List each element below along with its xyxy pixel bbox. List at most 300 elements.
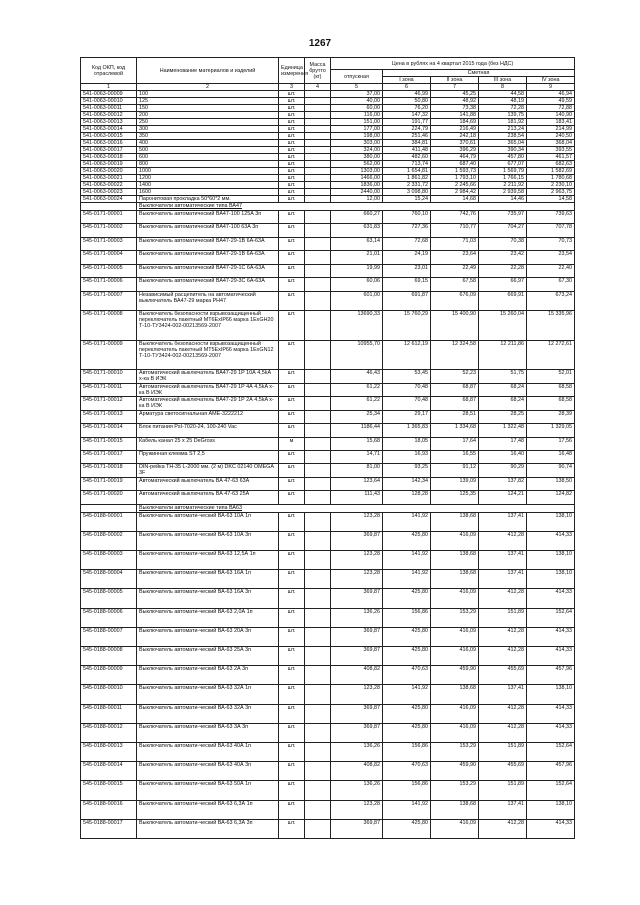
cell-name: 125 bbox=[137, 98, 279, 105]
cell-name: Выключатель автомати-ческий ВА-63 32А 3п bbox=[137, 704, 279, 723]
cell-zone-1: 425,80 bbox=[383, 723, 431, 742]
cell-zone-1: 141,92 bbox=[383, 512, 431, 531]
cell-zone-2: 742,76 bbox=[431, 211, 479, 224]
table-row bbox=[81, 168, 575, 175]
cell-release-price: 408,82 bbox=[331, 762, 383, 781]
cell-name: 1200 bbox=[137, 175, 279, 182]
table-row bbox=[81, 437, 575, 450]
cell-mass bbox=[305, 140, 331, 147]
cell-zone-2: 125,35 bbox=[431, 491, 479, 504]
cell-release-price: 369,87 bbox=[331, 531, 383, 550]
cell-mass bbox=[305, 147, 331, 154]
cell-zone-3: 17,48 bbox=[479, 437, 527, 450]
cell-zone-3: 15 260,04 bbox=[479, 310, 527, 340]
cell-zone-2: 138,68 bbox=[431, 800, 479, 819]
cell-zone-3: 137,41 bbox=[479, 551, 527, 570]
header-release-price: отпускная bbox=[331, 70, 383, 84]
cell-mass bbox=[305, 477, 331, 490]
cell-zone-4: 1 582,69 bbox=[527, 168, 575, 175]
cell-zone-4: 2 230,10 bbox=[527, 182, 575, 189]
cell-name: Блок питания PsI-7020-24, 100-240 Vac bbox=[137, 424, 279, 437]
cell-zone-2: 242,18 bbox=[431, 133, 479, 140]
cell-release-price: 1836,00 bbox=[331, 182, 383, 189]
table-body bbox=[81, 91, 575, 839]
cell-name: 350 bbox=[137, 133, 279, 140]
table-row bbox=[81, 383, 575, 396]
cell-code: 545-0171-00003 bbox=[81, 237, 137, 250]
table-row bbox=[81, 182, 575, 189]
cell-zone-1: 93,25 bbox=[383, 464, 431, 477]
cell-zone-1: 46,99 bbox=[383, 91, 431, 98]
cell-name: Выключатель автомати-ческий ВА-63 12,5А 1п bbox=[137, 551, 279, 570]
cell-name: Автоматический выключатель ВА47-29 1Р 2А 4,5kA х-ка В ИЭК bbox=[137, 397, 279, 410]
table-row bbox=[81, 800, 575, 819]
cell-zone-1: 727,36 bbox=[383, 224, 431, 237]
price-table bbox=[80, 57, 575, 839]
cell-mass bbox=[305, 237, 331, 250]
cell-mass bbox=[305, 310, 331, 340]
cell-zone-1: 425,80 bbox=[383, 819, 431, 838]
cell-code: 545-0188-00005 bbox=[81, 589, 137, 608]
cell-zone-2: 48,92 bbox=[431, 98, 479, 105]
cell-mass bbox=[305, 666, 331, 685]
cell-zone-4: 457,96 bbox=[527, 666, 575, 685]
cell-name: Выключатель автомати-ческий ВА-63 40А 3п bbox=[137, 762, 279, 781]
cell-zone-3: 238,54 bbox=[479, 133, 527, 140]
cell-release-price: 136,26 bbox=[331, 742, 383, 761]
cell-release-price: 324,00 bbox=[331, 147, 383, 154]
cell-code: 545-0188-00008 bbox=[81, 647, 137, 666]
cell-unit: шт. bbox=[279, 182, 305, 189]
cell-zone-3: 68,24 bbox=[479, 397, 527, 410]
cell-code: 541-0063-00019 bbox=[81, 161, 137, 168]
cell-name: Выключатель автомати-ческий ВА-63 16А 1п bbox=[137, 570, 279, 589]
cell-unit: шт. bbox=[279, 477, 305, 490]
cell-zone-3: 137,82 bbox=[479, 477, 527, 490]
cell-name: Выключатель безопасности взрывозащищенный переключатель пакетный МТ6ЕхIР66 марка 1ЕхGН20 Т-10-ТУ3424-002-00213569-2007 bbox=[137, 310, 279, 340]
cell-name: Выключатель автомати-ческий ВА-63 10А 1п bbox=[137, 512, 279, 531]
cell-unit: шт. bbox=[279, 742, 305, 761]
cell-mass bbox=[305, 627, 331, 646]
cell-code: 545-0188-00011 bbox=[81, 704, 137, 723]
cell-zone-2: 710,77 bbox=[431, 224, 479, 237]
header-code: Код ОКП, код отраслевой bbox=[81, 58, 137, 84]
cell-zone-4: 138,10 bbox=[527, 800, 575, 819]
header-estimate: Сметная bbox=[383, 70, 575, 77]
table-row bbox=[81, 126, 575, 133]
cell-zone-2: 459,90 bbox=[431, 762, 479, 781]
cell-zone-3: 72,28 bbox=[479, 105, 527, 112]
cell-name: Выключатель автоматический ВА47-29-3С 6А-63А bbox=[137, 278, 279, 291]
cell-release-price: 13690,33 bbox=[331, 310, 383, 340]
cell-zone-4: 414,33 bbox=[527, 704, 575, 723]
table-row bbox=[81, 410, 575, 423]
cell-zone-2: 15 400,90 bbox=[431, 310, 479, 340]
cell-mass bbox=[305, 424, 331, 437]
cell-zone-4: 72,88 bbox=[527, 105, 575, 112]
cell-release-price: 63,14 bbox=[331, 237, 383, 250]
table-row bbox=[81, 685, 575, 704]
cell-mass bbox=[305, 685, 331, 704]
table-row bbox=[81, 589, 575, 608]
cell-zone-3: 1 569,79 bbox=[479, 168, 527, 175]
cell-zone-2: 68,87 bbox=[431, 397, 479, 410]
cell-release-price: 37,00 bbox=[331, 91, 383, 98]
cell-mass bbox=[305, 370, 331, 383]
cell-unit: шт. bbox=[279, 291, 305, 310]
cell-zone-2: 687,40 bbox=[431, 161, 479, 168]
cell-zone-2: 2 984,42 bbox=[431, 189, 479, 196]
cell-code: 545-0171-00014 bbox=[81, 424, 137, 437]
cell-release-price: 15,68 bbox=[331, 437, 383, 450]
cell-code: 545-0171-00012 bbox=[81, 397, 137, 410]
cell-mass bbox=[305, 161, 331, 168]
cell-zone-1: 1 365,83 bbox=[383, 424, 431, 437]
cell-code: 545-0188-00002 bbox=[81, 531, 137, 550]
cell-unit: шт. bbox=[279, 189, 305, 196]
cell-mass bbox=[305, 112, 331, 119]
cell-zone-3: 124,21 bbox=[479, 491, 527, 504]
cell-code: 541-0063-00020 bbox=[81, 168, 137, 175]
cell-zone-4: 138,50 bbox=[527, 477, 575, 490]
cell-mass bbox=[305, 397, 331, 410]
cell-release-price: 116,00 bbox=[331, 112, 383, 119]
cell-unit: шт. bbox=[279, 264, 305, 277]
cell-unit: шт. bbox=[279, 723, 305, 742]
cell-zone-1: 1 654,81 bbox=[383, 168, 431, 175]
cell-unit: шт. bbox=[279, 175, 305, 182]
table-row bbox=[81, 762, 575, 781]
cell-zone-3: 704,27 bbox=[479, 224, 527, 237]
cell-zone-2: 416,09 bbox=[431, 627, 479, 646]
cell-zone-4: 152,64 bbox=[527, 781, 575, 800]
cell-zone-2: 153,29 bbox=[431, 608, 479, 627]
col-number: 4 bbox=[305, 84, 331, 91]
cell-release-price: 1303,00 bbox=[331, 168, 383, 175]
cell-mass bbox=[305, 437, 331, 450]
cell-zone-2: 459,90 bbox=[431, 666, 479, 685]
cell-code: 545-0171-00009 bbox=[81, 340, 137, 370]
table-row bbox=[81, 819, 575, 838]
cell-zone-4: 68,58 bbox=[527, 383, 575, 396]
cell-zone-1: 224,79 bbox=[383, 126, 431, 133]
table-row bbox=[81, 98, 575, 105]
cell-code: 545-0171-00007 bbox=[81, 291, 137, 310]
cell-mass bbox=[305, 491, 331, 504]
cell-zone-2: 370,61 bbox=[431, 140, 479, 147]
cell-zone-2: 91,12 bbox=[431, 464, 479, 477]
cell-zone-2: 17,64 bbox=[431, 437, 479, 450]
cell-zone-2: 139,09 bbox=[431, 477, 479, 490]
cell-code: 541-0063-00010 bbox=[81, 98, 137, 105]
table-row bbox=[81, 237, 575, 250]
cell-name: 100 bbox=[137, 91, 279, 98]
cell-zone-1: 156,86 bbox=[383, 742, 431, 761]
cell-code: 545-0171-00010 bbox=[81, 370, 137, 383]
cell-zone-4: 1 780,68 bbox=[527, 175, 575, 182]
cell-zone-2: 138,68 bbox=[431, 512, 479, 531]
cell-unit: шт. bbox=[279, 211, 305, 224]
cell-zone-4: 17,56 bbox=[527, 437, 575, 450]
cell-unit: шт. bbox=[279, 154, 305, 161]
cell-mass bbox=[305, 91, 331, 98]
cell-zone-3: 137,41 bbox=[479, 685, 527, 704]
cell-zone-3: 151,89 bbox=[479, 781, 527, 800]
cell-zone-3: 28,25 bbox=[479, 410, 527, 423]
table-row bbox=[81, 450, 575, 463]
cell-mass bbox=[305, 762, 331, 781]
cell-zone-2: 153,29 bbox=[431, 781, 479, 800]
header-unit: Единица измерения bbox=[279, 58, 305, 84]
cell-release-price: 369,87 bbox=[331, 819, 383, 838]
cell-name: 1400 bbox=[137, 182, 279, 189]
table-row bbox=[81, 723, 575, 742]
table-row bbox=[81, 370, 575, 383]
cell-name: Выключатель автомати-ческий ВА-63 25А 3п bbox=[137, 647, 279, 666]
cell-name: Выключатель автомати-ческий ВА-63 50А 1п bbox=[137, 781, 279, 800]
col-number: 5 bbox=[331, 84, 383, 91]
cell-zone-2: 676,09 bbox=[431, 291, 479, 310]
cell-zone-4: 90,74 bbox=[527, 464, 575, 477]
cell-zone-3: 412,28 bbox=[479, 647, 527, 666]
cell-zone-4: 414,33 bbox=[527, 819, 575, 838]
cell-unit: шт. bbox=[279, 450, 305, 463]
table-row bbox=[81, 161, 575, 168]
cell-zone-4: 2 963,75 bbox=[527, 189, 575, 196]
cell-zone-3: 66,97 bbox=[479, 278, 527, 291]
cell-zone-2: 22,49 bbox=[431, 264, 479, 277]
cell-name: 200 bbox=[137, 112, 279, 119]
cell-zone-2: 12 324,58 bbox=[431, 340, 479, 370]
cell-zone-4: 673,24 bbox=[527, 291, 575, 310]
table-row bbox=[81, 147, 575, 154]
cell-zone-4: 68,58 bbox=[527, 397, 575, 410]
cell-code: 545-0171-00015 bbox=[81, 437, 137, 450]
cell-zone-3: 669,91 bbox=[479, 291, 527, 310]
cell-zone-2: 464,79 bbox=[431, 154, 479, 161]
cell-release-price: 123,28 bbox=[331, 512, 383, 531]
cell-code: 545-0188-00013 bbox=[81, 742, 137, 761]
cell-zone-2: 68,87 bbox=[431, 383, 479, 396]
cell-unit: шт. bbox=[279, 762, 305, 781]
table-row bbox=[81, 189, 575, 196]
cell-mass bbox=[305, 251, 331, 264]
cell-zone-4: 368,04 bbox=[527, 140, 575, 147]
cell-zone-4: 124,82 bbox=[527, 491, 575, 504]
cell-release-price: 123,28 bbox=[331, 570, 383, 589]
cell-release-price: 369,87 bbox=[331, 589, 383, 608]
table-row bbox=[81, 112, 575, 119]
cell-zone-3: 412,28 bbox=[479, 589, 527, 608]
cell-mass bbox=[305, 175, 331, 182]
cell-release-price: 123,28 bbox=[331, 551, 383, 570]
cell-code: 545-0171-00013 bbox=[81, 410, 137, 423]
cell-zone-3: 412,28 bbox=[479, 819, 527, 838]
cell-code: 541-0063-00012 bbox=[81, 112, 137, 119]
cell-zone-2: 52,23 bbox=[431, 370, 479, 383]
table-row bbox=[81, 647, 575, 666]
cell-code: 545-0188-00014 bbox=[81, 762, 137, 781]
cell-zone-4: 22,40 bbox=[527, 264, 575, 277]
cell-zone-1: 69,15 bbox=[383, 278, 431, 291]
cell-zone-3: 2 939,58 bbox=[479, 189, 527, 196]
cell-zone-4: 152,64 bbox=[527, 608, 575, 627]
cell-name: 250 bbox=[137, 119, 279, 126]
cell-release-price: 136,26 bbox=[331, 608, 383, 627]
cell-zone-1: 191,77 bbox=[383, 119, 431, 126]
cell-zone-2: 416,09 bbox=[431, 704, 479, 723]
cell-release-price: 369,87 bbox=[331, 723, 383, 742]
cell-unit: шт. bbox=[279, 310, 305, 340]
cell-unit: шт. bbox=[279, 98, 305, 105]
cell-unit: шт. bbox=[279, 147, 305, 154]
table-row bbox=[81, 278, 575, 291]
cell-mass bbox=[305, 551, 331, 570]
cell-unit: шт. bbox=[279, 781, 305, 800]
cell-unit: шт. bbox=[279, 340, 305, 370]
cell-code: 545-0188-00001 bbox=[81, 512, 137, 531]
cell-mass bbox=[305, 742, 331, 761]
table-row bbox=[81, 424, 575, 437]
cell-code: 541-0063-00011 bbox=[81, 105, 137, 112]
cell-zone-1: 50,80 bbox=[383, 98, 431, 105]
cell-unit: шт. bbox=[279, 512, 305, 531]
cell-zone-2: 28,51 bbox=[431, 410, 479, 423]
cell-release-price: 61,22 bbox=[331, 383, 383, 396]
cell-zone-4: 70,73 bbox=[527, 237, 575, 250]
cell-zone-2: 416,09 bbox=[431, 819, 479, 838]
cell-zone-4: 240,50 bbox=[527, 133, 575, 140]
cell-unit: шт. bbox=[279, 383, 305, 396]
cell-zone-4: 707,78 bbox=[527, 224, 575, 237]
cell-name: 600 bbox=[137, 154, 279, 161]
cell-zone-2: 1 593,73 bbox=[431, 168, 479, 175]
cell-mass bbox=[305, 450, 331, 463]
cell-unit: шт. bbox=[279, 410, 305, 423]
cell-name: Выключатель автомати-ческий ВА-63 40А 1п bbox=[137, 742, 279, 761]
cell-code: 541-0063-00009 bbox=[81, 91, 137, 98]
cell-zone-2: 416,09 bbox=[431, 723, 479, 742]
cell-mass bbox=[305, 189, 331, 196]
cell-release-price: 81,00 bbox=[331, 464, 383, 477]
cell-zone-3: 137,41 bbox=[479, 800, 527, 819]
cell-zone-4: 67,30 bbox=[527, 278, 575, 291]
cell-zone-4: 15 335,96 bbox=[527, 310, 575, 340]
cell-unit: шт. bbox=[279, 133, 305, 140]
cell-release-price: 177,00 bbox=[331, 126, 383, 133]
cell-mass bbox=[305, 133, 331, 140]
table-row bbox=[81, 224, 575, 237]
cell-mass bbox=[305, 98, 331, 105]
cell-unit: шт. bbox=[279, 251, 305, 264]
cell-mass bbox=[305, 168, 331, 175]
cell-zone-3: 390,34 bbox=[479, 147, 527, 154]
cell-mass bbox=[305, 704, 331, 723]
cell-mass bbox=[305, 781, 331, 800]
cell-name: Выключатель автомати-ческий ВА-63 2,0А 1п bbox=[137, 608, 279, 627]
cell-code: 541-0063-00021 bbox=[81, 175, 137, 182]
cell-zone-2: 138,68 bbox=[431, 685, 479, 704]
cell-code: 541-0063-00015 bbox=[81, 133, 137, 140]
cell-code: 545-0171-00019 bbox=[81, 477, 137, 490]
cell-zone-4: 12 272,61 bbox=[527, 340, 575, 370]
cell-zone-3: 735,97 bbox=[479, 211, 527, 224]
cell-unit: шт. bbox=[279, 196, 305, 203]
cell-unit: шт. bbox=[279, 278, 305, 291]
cell-zone-3: 455,69 bbox=[479, 762, 527, 781]
cell-unit: шт. bbox=[279, 119, 305, 126]
cell-mass bbox=[305, 608, 331, 627]
cell-zone-4: 140,90 bbox=[527, 112, 575, 119]
cell-zone-1: 72,68 bbox=[383, 237, 431, 250]
cell-zone-3: 677,07 bbox=[479, 161, 527, 168]
table-row bbox=[81, 531, 575, 550]
table-row bbox=[81, 119, 575, 126]
cell-zone-4: 49,59 bbox=[527, 98, 575, 105]
cell-mass bbox=[305, 196, 331, 203]
cell-mass bbox=[305, 154, 331, 161]
cell-unit: шт. bbox=[279, 551, 305, 570]
cell-name: Выключатель автоматический ВА47-29-1В 6А-63А bbox=[137, 251, 279, 264]
header-mass: Масса брутто (кг) bbox=[305, 58, 331, 84]
cell-zone-2: 73,38 bbox=[431, 105, 479, 112]
cell-mass bbox=[305, 383, 331, 396]
cell-unit: шт. bbox=[279, 140, 305, 147]
cell-zone-1: 18,05 bbox=[383, 437, 431, 450]
cell-zone-2: 138,68 bbox=[431, 551, 479, 570]
cell-zone-2: 14,68 bbox=[431, 196, 479, 203]
header-zone-3: III зона bbox=[479, 77, 527, 84]
cell-zone-2: 1 334,68 bbox=[431, 424, 479, 437]
cell-zone-4: 457,96 bbox=[527, 762, 575, 781]
cell-zone-4: 138,10 bbox=[527, 685, 575, 704]
cell-release-price: 10955,70 bbox=[331, 340, 383, 370]
cell-unit: шт. bbox=[279, 224, 305, 237]
table-row bbox=[81, 512, 575, 531]
cell-zone-4: 14,58 bbox=[527, 196, 575, 203]
cell-zone-4: 1 329,05 bbox=[527, 424, 575, 437]
cell-unit: шт. bbox=[279, 819, 305, 838]
cell-unit: шт. bbox=[279, 647, 305, 666]
cell-mass bbox=[305, 531, 331, 550]
cell-zone-3: 48,19 bbox=[479, 98, 527, 105]
cell-mass bbox=[305, 464, 331, 477]
cell-zone-1: 141,92 bbox=[383, 800, 431, 819]
cell-zone-1: 425,80 bbox=[383, 589, 431, 608]
cell-zone-3: 412,28 bbox=[479, 704, 527, 723]
cell-zone-4: 682,63 bbox=[527, 161, 575, 168]
cell-zone-1: 713,74 bbox=[383, 161, 431, 168]
cell-release-price: 61,22 bbox=[331, 397, 383, 410]
col-number: 1 bbox=[81, 84, 137, 91]
cell-name: Выключатель автомати-ческий ВА-63 3А 3п bbox=[137, 723, 279, 742]
header-zone-4: IV зона bbox=[527, 77, 575, 84]
cell-release-price: 562,00 bbox=[331, 161, 383, 168]
page-number: 1267 bbox=[308, 38, 332, 49]
cell-release-price: 1466,00 bbox=[331, 175, 383, 182]
table-header bbox=[81, 58, 575, 91]
cell-zone-4: 214,99 bbox=[527, 126, 575, 133]
cell-code: 541-0063-00016 bbox=[81, 140, 137, 147]
cell-zone-3: 137,41 bbox=[479, 570, 527, 589]
cell-unit: шт. bbox=[279, 237, 305, 250]
col-number: 8 bbox=[479, 84, 527, 91]
cell-release-price: 198,00 bbox=[331, 133, 383, 140]
cell-release-price: 123,64 bbox=[331, 477, 383, 490]
cell-zone-3: 44,58 bbox=[479, 91, 527, 98]
cell-zone-4: 414,33 bbox=[527, 647, 575, 666]
cell-zone-1: 141,92 bbox=[383, 551, 431, 570]
